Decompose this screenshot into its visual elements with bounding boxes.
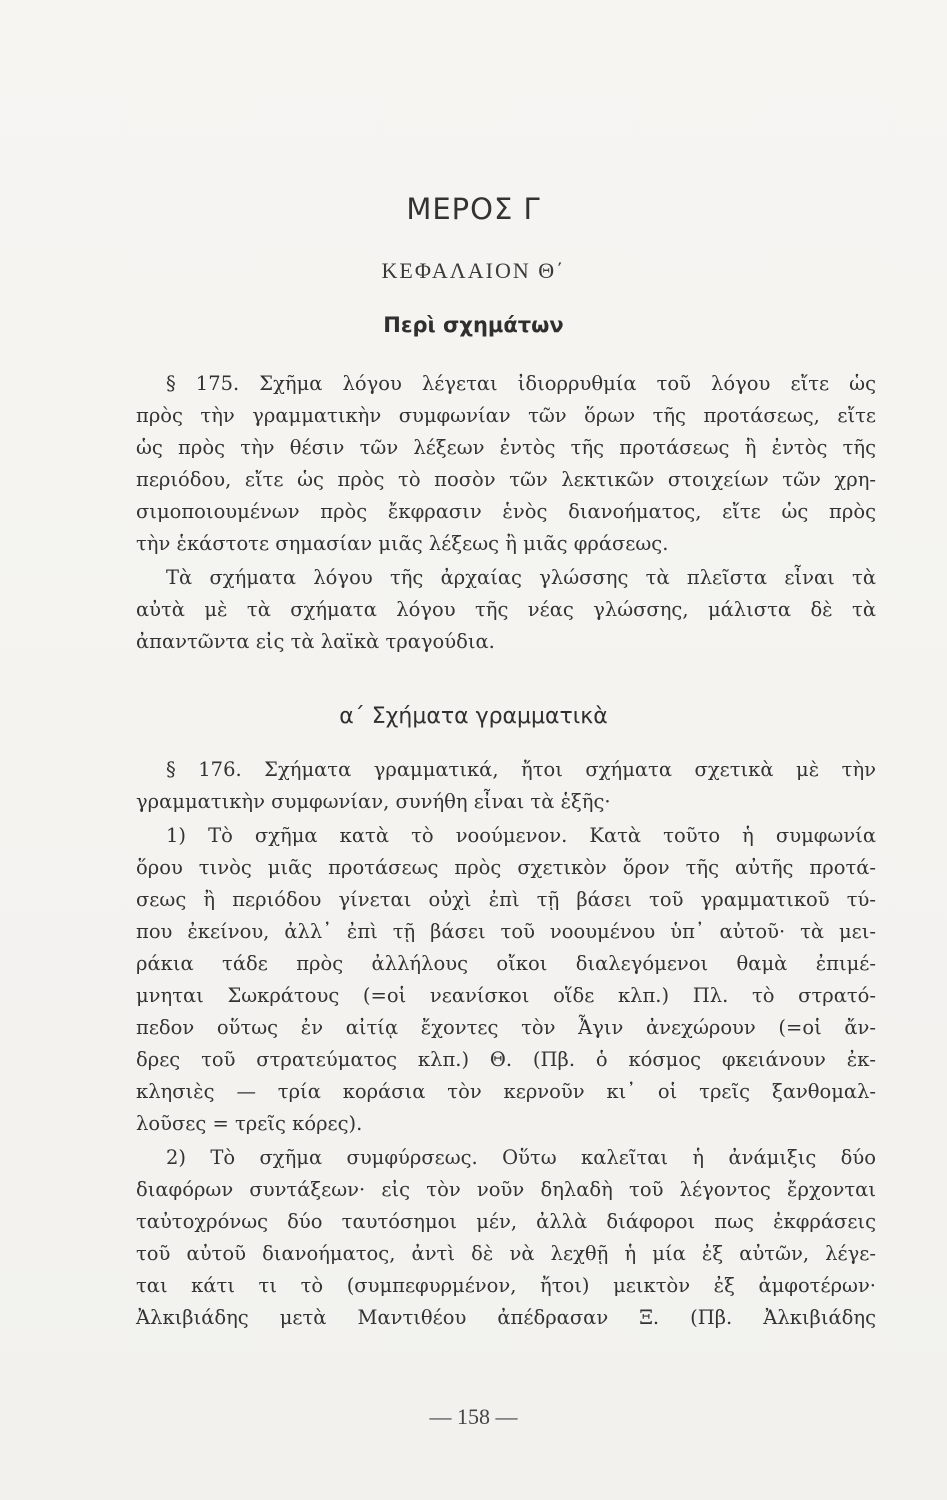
text-line: μνηται Σωκράτους (=οἱ νεανίσκοι οἵδε κλπ.) Πλ. τὸ στρατό- — [136, 984, 876, 1007]
text-line: περιόδου, εἴτε ὡς πρὸς τὸ ποσὸν τῶν λεκτικῶν στοιχείων τῶν χρη- — [136, 468, 876, 491]
text-line: § 176. Σχήματα γραμματικά, ἤτοι σχήματα σχετικὰ μὲ τὴν — [166, 758, 876, 781]
text-line: αὐτὰ μὲ τὰ σχήματα λόγου τῆς νέας γλώσσης, μάλιστα δὲ τὰ — [136, 598, 876, 621]
text-line: διαφόρων συντάξεων· εἰς τὸν νοῦν δηλαδὴ τοῦ λέγοντος ἔρχονται — [136, 1178, 876, 1201]
text-line: ράκια τάδε πρὸς ἀλλήλους οἴκοι διαλεγόμενοι θαμὰ ἐπιμέ- — [136, 952, 876, 975]
text-line: γραμματικὴν συμφωνίαν, συνήθη εἶναι τὰ ἑξῆς· — [136, 790, 611, 813]
text-line: ται κάτι τι τὸ (συμπεφυρμένον, ἤτοι) μεικτὸν ἐξ ἀμφοτέρων· — [136, 1274, 876, 1297]
text-line: που ἐκείνου, ἀλλ᾽ ἐπὶ τῇ βάσει τοῦ νοουμένου ὑπ᾽ αὐτοῦ· τὰ μει- — [136, 920, 876, 943]
text-line: Ἀλκιβιάδης μετὰ Μαντιθέου ἀπέδρασαν Ξ. (Πβ. Ἀλκιβιάδης — [136, 1306, 876, 1329]
text-line: τοῦ αὐτοῦ διανοήματος, ἀντὶ δὲ νὰ λεχθῇ ἡ μία ἐξ αὐτῶν, λέγε- — [136, 1242, 876, 1265]
chapter-title: ΚΕΦΑΛΑΙΟΝ Θ΄ — [381, 258, 566, 283]
text-line: 1) Τὸ σχῆμα κατὰ τὸ νοούμενον. Κατὰ τοῦτο ἡ συμφωνία — [166, 824, 876, 847]
text-line: § 175. Σχῆμα λόγου λέγεται ἰδιορρυθμία τοῦ λόγου εἴτε ὡς — [166, 372, 876, 395]
text-line: τὴν ἑκάστοτε σημασίαν μιᾶς λέξεως ἢ μιᾶς φράσεως. — [136, 532, 669, 555]
text-line: ὅρου τινὸς μιᾶς προτάσεως πρὸς σχετικὸν ὅρον τῆς αὐτῆς προτά- — [136, 856, 876, 879]
part-title: ΜΕΡΟΣ Γ — [406, 192, 541, 226]
text-line: ταὐτοχρόνως δύο ταυτόσημοι μέν, ἀλλὰ διάφοροι πως ἐκφράσεις — [136, 1210, 876, 1233]
text-line: κλησιὲς — τρία κοράσια τὸν κερνοῦν κι᾽ οἱ τρεῖς ξανθομαλ- — [136, 1080, 876, 1103]
text-line: πρὸς τὴν γραμματικὴν συμφωνίαν τῶν ὅρων τῆς προτάσεως, εἴτε — [136, 404, 876, 427]
text-line: πεδον οὕτως ἐν αἰτίᾳ ἔχοντες τὸν Ἆγιν ἀνεχώρουν (=οἱ ἄν- — [136, 1016, 876, 1039]
sub-heading: α΄ Σχήματα γραμματικὰ — [339, 704, 608, 729]
text-line: λοῦσες = τρεῖς κόρες). — [136, 1112, 363, 1135]
text-line: ὡς πρὸς τὴν θέσιν τῶν λέξεων ἐντὸς τῆς προτάσεως ἢ ἐντὸς τῆς — [136, 436, 876, 459]
text-line: ἀπαντῶντα εἰς τὰ λαϊκὰ τραγούδια. — [136, 630, 495, 653]
page-number: — 158 — — [429, 1404, 518, 1429]
text-line: 2) Τὸ σχῆμα συμφύρσεως. Οὕτω καλεῖται ἡ ἀνάμιξις δύο — [166, 1146, 876, 1169]
text-line: δρες τοῦ στρατεύματος κλπ.) Θ. (Πβ. ὁ κόσμος φκειάνουν ἐκ- — [136, 1048, 876, 1071]
text-line: σεως ἢ περιόδου γίνεται οὐχὶ ἐπὶ τῇ βάσει τοῦ γραμματικοῦ τύ- — [136, 888, 876, 911]
section-heading: Περὶ σχημάτων — [383, 313, 564, 337]
text-line: σιμοποιουμένων πρὸς ἔκφρασιν ἑνὸς διανοήματος, εἴτε ὡς πρὸς — [136, 500, 876, 523]
text-line: Τὰ σχήματα λόγου τῆς ἀρχαίας γλώσσης τὰ πλεῖστα εἶναι τὰ — [166, 566, 876, 589]
